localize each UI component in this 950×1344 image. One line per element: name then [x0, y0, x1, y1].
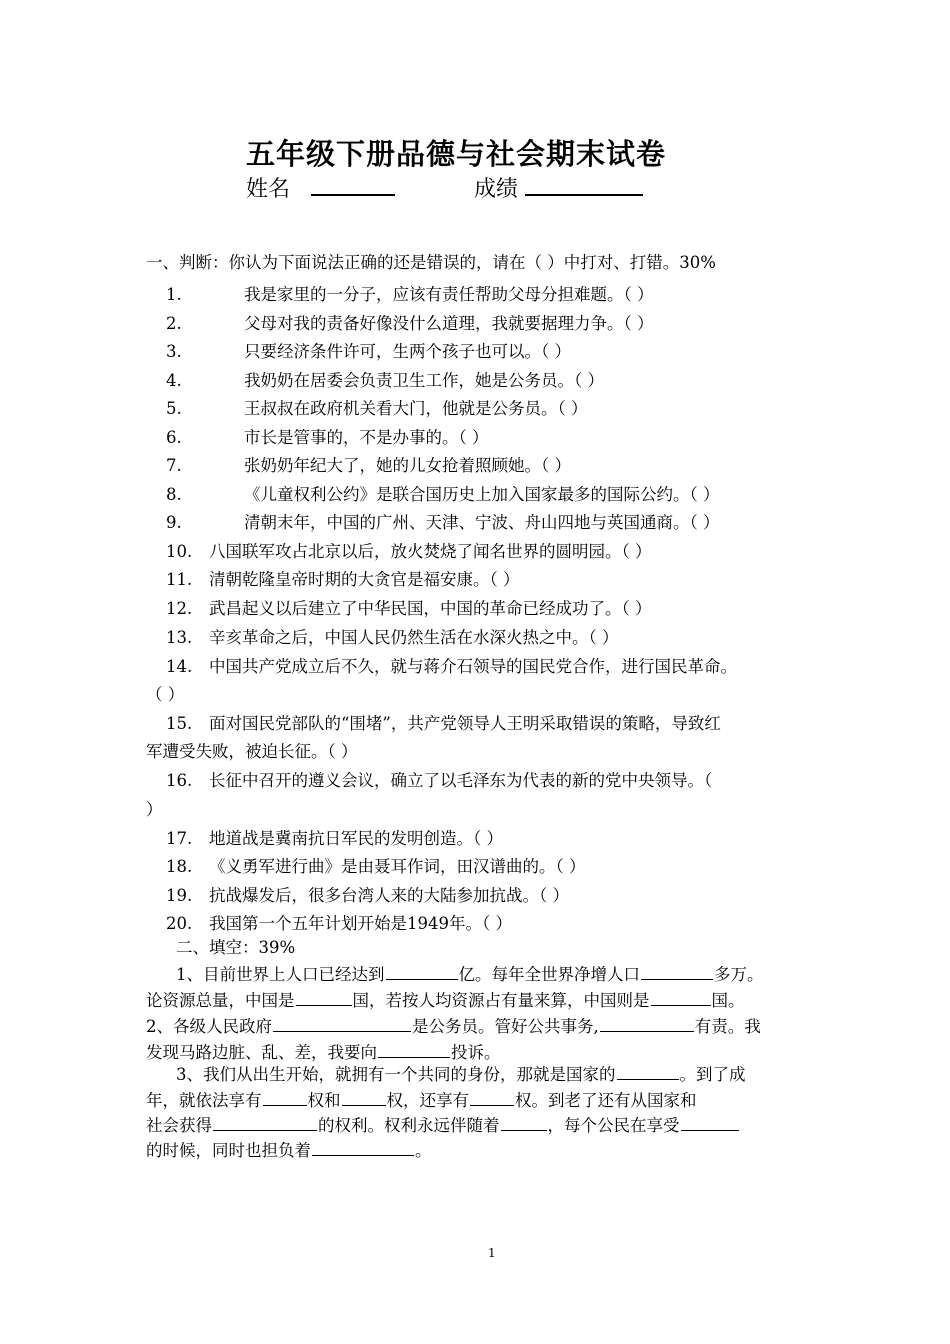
- list-item: 2. 父母对我的责备好像没什么道理，我就要据理力争。（ ）: [166, 314, 654, 333]
- list-item: 7. 张奶奶年纪大了，她的儿女抢着照顾她。（ ）: [166, 456, 571, 475]
- list-item: 8. 《儿童权利公约》是联合国历史上加入国家最多的国际公约。（ ）: [166, 485, 720, 504]
- answer-blank[interactable]: [600, 1015, 694, 1032]
- list-item: 6. 市长是管事的，不是办事的。（ ）: [166, 428, 489, 447]
- fill-line: 发现马路边脏、乱、差，我要向 投诉。: [146, 1043, 501, 1062]
- list-item: 12. 武昌起义以后建立了中华民国，中国的革命已经成功了。（ ）: [166, 599, 652, 618]
- fill-line: 社会获得 的权利。权利永远伴随着 ，每个公民在享受: [146, 1114, 740, 1136]
- list-item: 16. 长征中召开的遵义会议，确立了以毛泽东为代表的新的党中央领导。（: [166, 771, 713, 790]
- answer-blank[interactable]: [342, 1089, 386, 1106]
- list-item: 10. 八国联军攻占北京以后，放火焚烧了闻名世界的圆明园。（ ）: [166, 542, 652, 561]
- answer-blank[interactable]: [681, 1114, 739, 1131]
- answer-blank[interactable]: [213, 1114, 317, 1131]
- fill-line: 2、各级人民政府 是公务员。管好公共事务, 有责。我: [146, 1017, 761, 1036]
- fill-line: 年，就依法享有 权和 权，还享有 权。到老了还有从国家和: [146, 1091, 697, 1110]
- list-item: 4. 我奶奶在居委会负责卫生工作，她是公务员。（ ）: [166, 371, 604, 390]
- answer-blank[interactable]: [641, 963, 713, 980]
- score-label: 成绩: [474, 177, 519, 202]
- list-item: 14. 中国共产党成立后不久，就与蒋介石领导的国民党合作，进行国民革命。: [166, 657, 737, 676]
- section2-heading: 二、填空：39%: [176, 938, 296, 957]
- answer-blank[interactable]: [263, 1089, 307, 1106]
- list-item: 17. 地道战是冀南抗日军民的发明创造。（ ）: [166, 829, 503, 848]
- name-field: [246, 172, 395, 203]
- answer-blank[interactable]: [617, 1063, 679, 1080]
- name-blank: [311, 172, 395, 196]
- list-item: 3. 只要经济条件许可，生两个孩子也可以。（ ）: [166, 342, 571, 361]
- page-number: 1: [488, 1246, 496, 1260]
- answer-blank[interactable]: [470, 1089, 514, 1106]
- list-item-continuation: ）: [146, 800, 163, 819]
- list-item: 13. 辛亥革命之后，中国人民仍然生活在水深火热之中。（ ）: [166, 628, 619, 647]
- fill-line: 的时候，同时也担负着 。: [146, 1141, 432, 1160]
- answer-blank[interactable]: [312, 1139, 414, 1156]
- fill-line: 1、目前世界上人口已经达到 亿。每年全世界净增人口 多万。: [176, 965, 764, 984]
- list-item-continuation: 军遭受失败，被迫长征。（ ）: [146, 742, 358, 761]
- answer-blank[interactable]: [501, 1114, 547, 1131]
- score-field: [474, 172, 643, 203]
- answer-blank[interactable]: [296, 989, 352, 1006]
- list-item: 18. 《义勇军进行曲》是由聂耳作词，田汉谱曲的。（ ）: [166, 857, 586, 876]
- fill-line: 论资源总量，中国是 国，若按人均资源占有量来算，中国则是 国。: [146, 991, 745, 1010]
- page-title: 五年级下册品德与社会期末试卷: [246, 137, 667, 171]
- list-item: 15. 面对国民党部队的“围堵”，共产党领导人王明采取错误的策略，导致红: [166, 714, 721, 733]
- fill-line: 3、我们从出生开始，就拥有一个共同的身份，那就是国家的 。到了成: [176, 1065, 746, 1084]
- list-item: 5. 王叔叔在政府机关看大门，他就是公务员。（ ）: [166, 399, 588, 418]
- list-item-continuation: （ ）: [146, 685, 185, 704]
- name-label: 姓名: [246, 177, 291, 202]
- list-item: 19. 抗战爆发后，很多台湾人来的大陆参加抗战。（ ）: [166, 886, 569, 905]
- answer-blank[interactable]: [378, 1041, 450, 1058]
- score-blank: [525, 172, 643, 196]
- list-item: 11. 清朝乾隆皇帝时期的大贪官是福安康。（ ）: [166, 570, 520, 589]
- answer-blank[interactable]: [273, 1015, 411, 1032]
- answer-blank[interactable]: [386, 963, 458, 980]
- answer-blank[interactable]: [651, 989, 711, 1006]
- section1-heading: 一、判断：你认为下面说法正确的还是错误的，请在（ ）中打对、打错。30%: [146, 253, 716, 272]
- list-item: 20. 我国第一个五年计划开始是1949年。（ ）: [166, 914, 512, 933]
- list-item: 9. 清朝末年，中国的广州、天津、宁波、舟山四地与英国通商。（ ）: [166, 513, 720, 532]
- list-item: 1. 我是家里的一分子，应该有责任帮助父母分担难题。（ ）: [166, 285, 654, 304]
